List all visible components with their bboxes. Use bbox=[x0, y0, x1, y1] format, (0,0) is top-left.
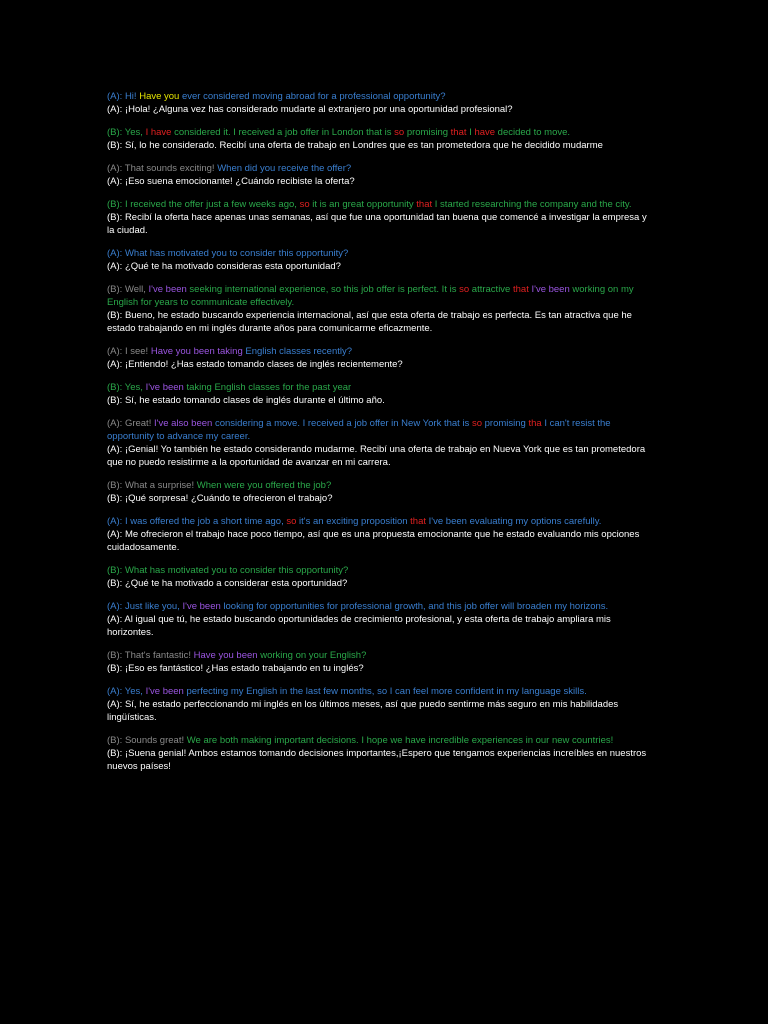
english-line bbox=[107, 600, 647, 613]
english-line bbox=[107, 649, 647, 662]
english-segment: working on my English for years to communicate effectively. bbox=[107, 284, 634, 308]
english-segment: so bbox=[471, 418, 482, 429]
dialogue-exchange bbox=[107, 283, 647, 335]
english-segment: perfecting my English in the last few months, so I can feel more confident in my language skills. bbox=[183, 686, 587, 697]
english-line bbox=[107, 564, 647, 577]
english-segment: (B): I received the offer just a few weeks ago, bbox=[107, 199, 300, 210]
dialogue-exchange bbox=[107, 564, 647, 590]
english-segment: (A): That sounds exciting! bbox=[107, 163, 218, 174]
dialogue-exchange bbox=[107, 247, 647, 273]
english-segment: (B): Well, bbox=[107, 284, 149, 295]
english-segment: (A): I was offered the job a short time ago, bbox=[107, 516, 287, 527]
english-segment: working on your English? bbox=[257, 650, 367, 661]
english-segment: (A): I see! bbox=[107, 346, 151, 357]
spanish-translation: (B): ¡Suena genial! Ambos estamos tomando decisiones importantes,¡Espero que tengamos experiencias increíbles en nuestros nuevos países! bbox=[107, 748, 647, 772]
english-segment: I've been bbox=[531, 284, 570, 295]
dialogue-exchange bbox=[107, 162, 647, 188]
english-segment: Have you been taking bbox=[150, 346, 243, 357]
english-segment: seeking international experience, so this job offer is perfect. It is bbox=[186, 284, 460, 295]
english-line bbox=[107, 685, 647, 698]
english-segment: (B): What has motivated you to consider this opportunity? bbox=[107, 565, 349, 576]
english-segment: I've been bbox=[145, 686, 184, 697]
dialogue-exchange bbox=[107, 345, 647, 371]
english-segment: (A): What has motivated you to consider this opportunity? bbox=[107, 248, 349, 259]
english-segment: English classes recently? bbox=[242, 346, 353, 357]
english-line bbox=[107, 126, 647, 139]
dialogue-exchange bbox=[107, 734, 647, 773]
english-segment: We are both making important decisions. I hope we have incredible experiences in our new countries! bbox=[186, 735, 614, 746]
dialogue-exchange bbox=[107, 126, 647, 152]
english-line bbox=[107, 515, 647, 528]
english-line bbox=[107, 734, 647, 747]
english-segment: promising bbox=[404, 127, 451, 138]
dialogue-transcript bbox=[107, 90, 647, 783]
english-line bbox=[107, 247, 647, 260]
dialogue-exchange bbox=[107, 479, 647, 505]
english-segment: taking English classes for the past year bbox=[183, 382, 352, 393]
spanish-translation: (A): ¡Entiendo! ¿Has estado tomando clases de inglés recientemente? bbox=[107, 359, 403, 370]
dialogue-exchange bbox=[107, 417, 647, 469]
spanish-translation: (B): ¡Qué sorpresa! ¿Cuándo te ofrecieron el trabajo? bbox=[107, 493, 333, 504]
english-segment: it is an great opportunity bbox=[309, 199, 417, 210]
spanish-translation: (A): Sí, he estado perfeccionando mi inglés en los últimos meses, así que puedo sentirme más seguro en mis habilidades lingüísticas. bbox=[107, 699, 619, 723]
english-segment: I've also been bbox=[153, 418, 213, 429]
english-segment: that bbox=[416, 199, 433, 210]
english-segment: so bbox=[299, 199, 310, 210]
english-segment: I started researching the company and the city. bbox=[432, 199, 632, 210]
english-segment: that bbox=[450, 127, 467, 138]
spanish-translation: (B): Sí, lo he considerado. Recibí una oferta de trabajo en Londres que es tan prometedora que he decidido mudarme bbox=[107, 140, 603, 151]
english-segment: so bbox=[286, 516, 297, 527]
english-segment: (B): Yes, bbox=[107, 382, 146, 393]
english-segment: (B): Yes, bbox=[107, 127, 146, 138]
english-segment: I've been bbox=[148, 284, 187, 295]
english-line bbox=[107, 90, 647, 103]
english-segment: considered it. I received a job offer in London that is bbox=[171, 127, 395, 138]
dialogue-exchange bbox=[107, 600, 647, 639]
spanish-translation: (A): ¡Genial! Yo también he estado considerando mudarme. Recibí una oferta de trabajo en Nueva York que es tan prometedora que no puedo resistirme a la oportunidad de avanzar en mi carrera. bbox=[107, 444, 646, 468]
english-line bbox=[107, 381, 647, 394]
english-segment: (A): Hi! bbox=[107, 91, 140, 102]
english-segment: I bbox=[466, 127, 475, 138]
dialogue-exchange bbox=[107, 198, 647, 237]
english-segment: promising bbox=[482, 418, 529, 429]
spanish-translation: (A): Al igual que tú, he estado buscando oportunidades de crecimiento profesional, y esta oferta de trabajo ampliara mis horizontes. bbox=[107, 614, 611, 638]
english-segment: (A): Great! bbox=[107, 418, 154, 429]
english-segment: decided to move. bbox=[495, 127, 571, 138]
english-segment: I've been evaluating my options carefully. bbox=[426, 516, 602, 527]
english-line bbox=[107, 162, 647, 175]
spanish-translation: (B): Bueno, he estado buscando experiencia internacional, así que esta oferta de trabajo es perfecta. Es tan atractiva que he estado trabajando en mi inglés durante años para comunicarme eficazmente. bbox=[107, 310, 632, 334]
english-segment: (A): Yes, bbox=[107, 686, 146, 697]
spanish-translation: (A): ¡Hola! ¿Alguna vez has considerado mudarte al extranjero por una oportunidad profesional? bbox=[107, 104, 513, 115]
dialogue-exchange bbox=[107, 90, 647, 116]
english-segment: (B): That's fantastic! bbox=[107, 650, 194, 661]
english-line bbox=[107, 417, 647, 443]
english-segment: considering a move. I received a job offer in New York that is bbox=[212, 418, 472, 429]
english-line bbox=[107, 479, 647, 492]
dialogue-exchange bbox=[107, 685, 647, 724]
english-segment: I can't resist the opportunity to advance my career. bbox=[107, 418, 611, 442]
spanish-translation: (B): Sí, he estado tomando clases de inglés durante el último año. bbox=[107, 395, 385, 406]
english-segment: I've been bbox=[182, 601, 221, 612]
english-segment: Have you bbox=[139, 91, 180, 102]
english-segment: I've been bbox=[145, 382, 184, 393]
english-segment: When were you offered the job? bbox=[196, 480, 332, 491]
english-segment: looking for opportunities for professional growth, and this job offer will broaden my horizons. bbox=[220, 601, 609, 612]
english-segment: When did you receive the offer? bbox=[217, 163, 352, 174]
spanish-translation: (A): Me ofrecieron el trabajo hace poco tiempo, así que es una propuesta emocionante que he estado evaluando mis opciones cuidadosamente. bbox=[107, 529, 640, 553]
spanish-translation: (B): ¡Eso es fantástico! ¿Has estado trabajando en tu inglés? bbox=[107, 663, 364, 674]
english-segment: so bbox=[459, 284, 470, 295]
english-line bbox=[107, 198, 647, 211]
english-segment: (A): Just like you, bbox=[107, 601, 183, 612]
english-line bbox=[107, 283, 647, 309]
english-segment: tha bbox=[528, 418, 542, 429]
english-segment: so bbox=[394, 127, 405, 138]
english-segment: I have bbox=[145, 127, 172, 138]
english-segment: attractive bbox=[469, 284, 513, 295]
spanish-translation: (B): Recibí la oferta hace apenas unas semanas, así que fue una oportunidad tan buena que comencé a investigar la empresa y la ciudad. bbox=[107, 212, 647, 236]
english-segment: (B): What a surprise! bbox=[107, 480, 197, 491]
dialogue-exchange bbox=[107, 381, 647, 407]
spanish-translation: (B): ¿Qué te ha motivado a considerar esta oportunidad? bbox=[107, 578, 348, 589]
english-line bbox=[107, 345, 647, 358]
spanish-translation: (A): ¿Qué te ha motivado consideras esta oportunidad? bbox=[107, 261, 341, 272]
english-segment: (B): Sounds great! bbox=[107, 735, 187, 746]
english-segment: ever considered moving abroad for a professional opportunity? bbox=[179, 91, 446, 102]
dialogue-exchange bbox=[107, 515, 647, 554]
dialogue-exchange bbox=[107, 649, 647, 675]
english-segment: have bbox=[474, 127, 496, 138]
english-segment: Have you been bbox=[193, 650, 258, 661]
english-segment: that bbox=[410, 516, 427, 527]
spanish-translation: (A): ¡Eso suena emocionante! ¿Cuándo recibiste la oferta? bbox=[107, 176, 355, 187]
english-segment: that bbox=[512, 284, 529, 295]
english-segment: it's an exciting proposition bbox=[296, 516, 411, 527]
